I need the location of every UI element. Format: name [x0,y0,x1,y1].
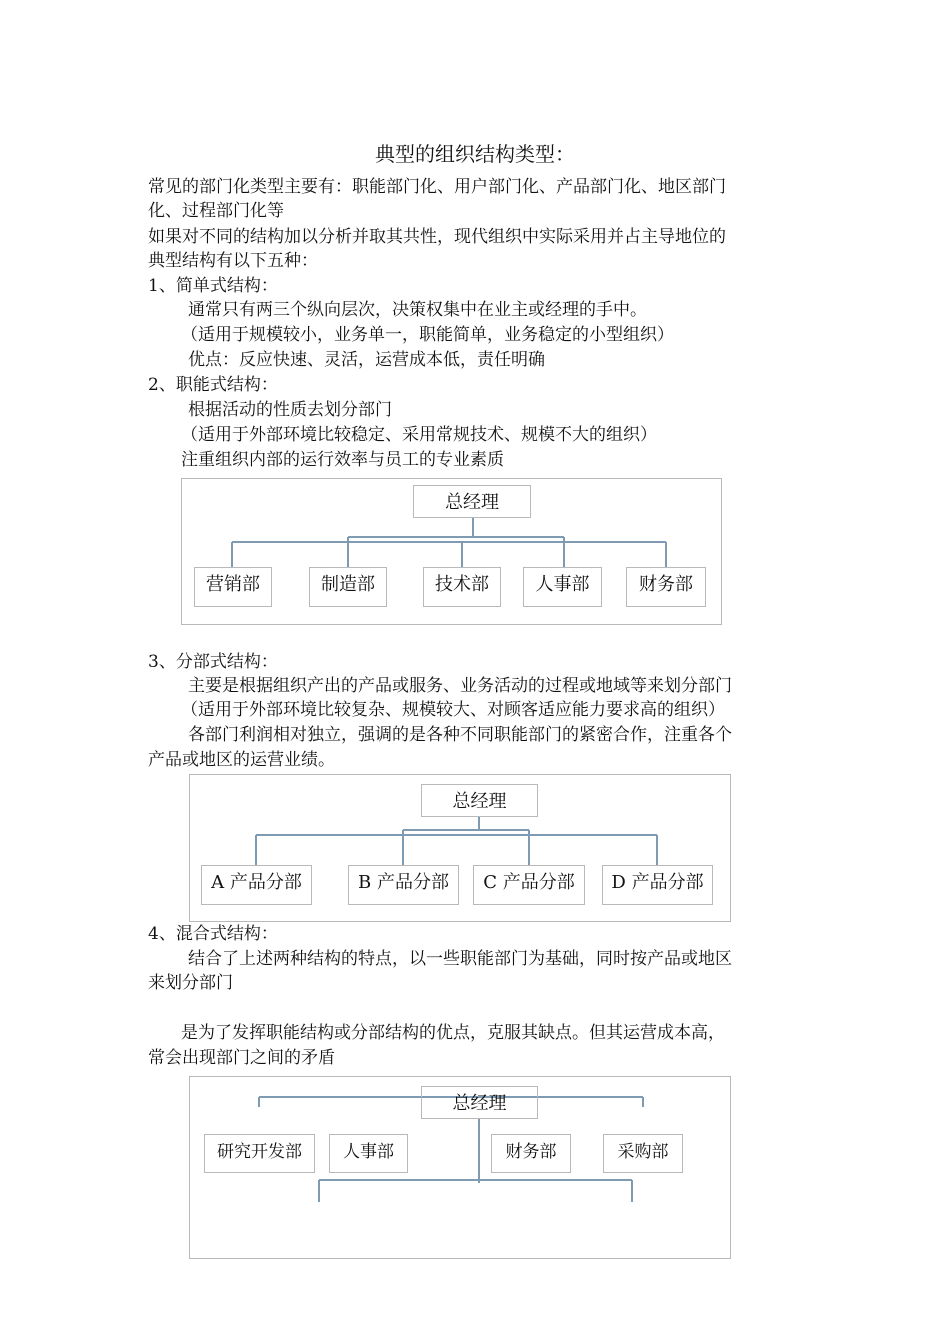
org-box-dept: 研究开发部 [204,1134,315,1173]
org-box-general-manager: 总经理 [421,1086,538,1119]
section-text: 根据活动的性质去划分部门 [188,400,392,420]
section-heading-hybrid: 4、混合式结构： [148,924,278,944]
section-heading-functional: 2、职能式结构： [148,375,278,395]
org-box-division: B 产品分部 [348,865,459,905]
section-text: 来划分部门 [148,973,233,993]
section-text: 优点：反应快速、灵活，运营成本低，责任明确 [188,350,545,370]
org-box-division: A 产品分部 [201,865,312,905]
org-chart-hybrid [189,1076,731,1259]
section-text: 通常只有两三个纵向层次，决策权集中在业主或经理的手中。 [188,300,647,320]
page-title: 典型的组织结构类型： [375,142,575,166]
org-box-division: D 产品分部 [602,865,713,905]
section-text: 是为了发挥职能结构或分部结构的优点，克服其缺点。但其运营成本高， [181,1023,725,1043]
intro-line: 典型结构有以下五种： [148,251,318,271]
intro-line: 化、过程部门化等 [148,201,284,221]
org-box-dept: 财务部 [626,567,706,607]
section-text: 各部门利润相对独立，强调的是各种不同职能部门的紧密合作，注重各个 [188,725,732,745]
section-text: 常会出现部门之间的矛盾 [148,1048,335,1068]
org-box-dept: 营销部 [194,567,272,607]
org-chart-divisional [189,774,731,922]
org-box-dept: 采购部 [603,1134,683,1173]
org-box-dept: 制造部 [309,567,387,607]
section-text: 主要是根据组织产出的产品或服务、业务活动的过程或地域等来划分部门 [188,676,732,696]
org-box-division: C 产品分部 [473,865,585,905]
org-box-dept: 财务部 [491,1134,571,1173]
section-text: 注重组织内部的运行效率与员工的专业素质 [181,450,504,470]
section-heading-simple: 1、简单式结构： [148,276,278,296]
org-box-dept: 人事部 [329,1134,408,1173]
section-text: 结合了上述两种结构的特点，以一些职能部门为基础，同时按产品或地区 [188,949,732,969]
intro-line: 如果对不同的结构加以分析并取其共性，现代组织中实际采用并占主导地位的 [148,227,726,247]
section-heading-divisional: 3、分部式结构： [148,652,278,672]
org-box-dept: 技术部 [423,567,501,607]
org-box-general-manager: 总经理 [421,784,538,817]
org-box-dept: 人事部 [523,567,602,607]
section-text: （适用于规模较小，业务单一，职能简单，业务稳定的小型组织） [181,325,674,345]
section-text: （适用于外部环境比较稳定、采用常规技术、规模不大的组织） [181,425,657,445]
section-text: 产品或地区的运营业绩。 [148,750,335,770]
org-box-general-manager: 总经理 [413,485,531,518]
org-chart-functional [181,478,722,625]
intro-line: 常见的部门化类型主要有：职能部门化、用户部门化、产品部门化、地区部门 [148,177,726,197]
section-text: （适用于外部环境比较复杂、规模较大、对顾客适应能力要求高的组织） [181,700,725,720]
